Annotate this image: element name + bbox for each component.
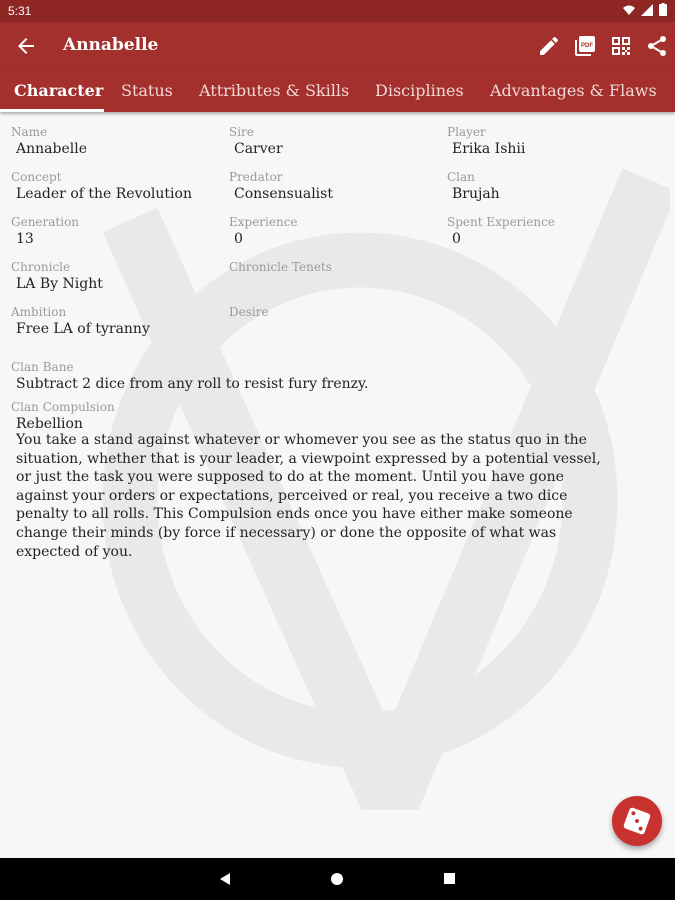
field-label: Chronicle Tenets (229, 260, 332, 274)
signal-icon (641, 4, 653, 16)
field-value[interactable]: LA By Night (16, 276, 103, 292)
qr-code-icon (609, 34, 633, 58)
field-value[interactable]: 13 (16, 231, 34, 247)
pdf-icon (573, 34, 597, 58)
field-label: Ambition (11, 305, 67, 319)
clan-compulsion-description: You take a stand against whatever or whomever you see as the status quo in the situation, whether that is your leader, a viewpoint expressed by a potential vessel, or just the task you were supposed to do at the moment. Until you have gone against your orders or expectations, perceived or real, you receive a two dice penalty to all rolls. This Compulsion ends once you have either make someone change their minds (by force if necessary) or done the opposite of what was expected of you. (16, 432, 601, 560)
clan-compulsion-field (11, 400, 115, 433)
clan-field (447, 170, 500, 203)
status-time: 5:31 (8, 4, 32, 18)
field-label: Chronicle (11, 260, 71, 274)
tab-character[interactable]: Character (14, 81, 104, 100)
dice-icon (612, 796, 662, 846)
app-bar (0, 22, 675, 70)
pdf-button[interactable] (573, 34, 597, 58)
nav-recents-icon[interactable] (443, 872, 456, 885)
battery-icon (659, 3, 667, 16)
field-value[interactable]: Erika Ishii (452, 141, 526, 157)
pencil-icon (537, 34, 561, 58)
player-field (447, 125, 525, 158)
field-label: Generation (11, 215, 80, 229)
field-label: Desire (229, 305, 269, 319)
svg-text:PDF: PDF (581, 43, 593, 49)
field-value[interactable]: Carver (234, 141, 283, 157)
desire-field (229, 305, 269, 320)
field-value[interactable]: Rebellion (16, 416, 83, 432)
field-label: Player (447, 125, 486, 139)
concept-field (11, 170, 192, 203)
field-value[interactable]: Subtract 2 dice from any roll to resist fury frenzy. (16, 376, 369, 392)
tab-advantages-flaws[interactable]: Advantages & Flaws (490, 81, 657, 100)
tab-attributes-skills[interactable]: Attributes & Skills (199, 81, 350, 100)
field-value[interactable]: Consensualist (234, 186, 333, 202)
name-field (11, 125, 87, 158)
field-value[interactable]: 0 (234, 231, 243, 247)
predator-field (229, 170, 333, 203)
wifi-icon (623, 4, 635, 16)
share-icon (645, 34, 669, 58)
chronicle-tenets-field (229, 260, 332, 275)
field-value[interactable]: Annabelle (16, 141, 87, 157)
system-nav-bar (0, 858, 675, 900)
field-label: Clan Bane (11, 360, 74, 374)
share-button[interactable] (645, 34, 669, 58)
sire-field (229, 125, 283, 158)
chronicle-field (11, 260, 103, 293)
nav-home-icon[interactable] (330, 872, 344, 886)
field-label: Spent Experience (447, 215, 555, 229)
tab-disciplines[interactable]: Disciplines (375, 81, 464, 100)
ambition-field (11, 305, 150, 338)
experience-field (229, 215, 298, 248)
field-value[interactable]: Leader of the Revolution (16, 186, 192, 202)
roll-dice-button[interactable] (612, 796, 662, 846)
field-value[interactable]: Brujah (452, 186, 500, 202)
field-label: Clan Compulsion (11, 400, 115, 414)
qr-code-button[interactable] (609, 34, 633, 58)
tab-status[interactable]: Status (121, 81, 173, 100)
edit-button[interactable] (537, 34, 561, 58)
field-label: Predator (229, 170, 283, 184)
field-label: Sire (229, 125, 254, 139)
tab-bar (0, 70, 675, 112)
field-label: Clan (447, 170, 475, 184)
clan-bane-field (11, 360, 369, 393)
field-label: Concept (11, 170, 62, 184)
spent-experience-field (447, 215, 555, 248)
field-value[interactable]: Free LA of tyranny (16, 321, 150, 337)
arrow-left-icon[interactable] (14, 34, 38, 58)
field-value[interactable]: 0 (452, 231, 461, 247)
status-bar (0, 0, 675, 22)
field-label: Name (11, 125, 48, 139)
field-label: Experience (229, 215, 298, 229)
character-sheet (0, 112, 675, 858)
nav-back-icon[interactable] (218, 872, 232, 886)
generation-field (11, 215, 79, 248)
page-title: Annabelle (63, 35, 159, 55)
